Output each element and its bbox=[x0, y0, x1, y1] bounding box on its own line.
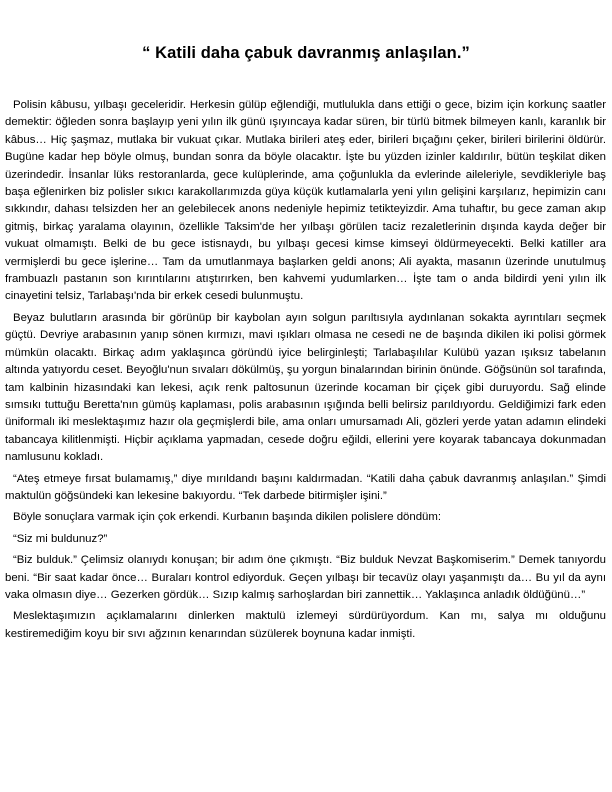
paragraph: Beyaz bulutların arasında bir görünüp bir kaybolan ayın solgun parıltısıyla aydınlanan sokakta ayrıntıları seçmek güçtü. Devriye arabasının yanıp sönen kırmızı, mavi ışıkları olmasa ne cesedi ne de başında dikilen iki polisi görmek mümkün olacaktı. Birkaç adım yaklaşınca göründü iyice belirginleşti; Tarlabaşılılar Kulübü yazan ışıksız tabelanın altında yatıyordu ceset. Beyoğlu'nun sıvaları dökülmüş, şu yorgun binalarından birinin önünde. Göğsünün sol tarafında, tam kalbinin hizasındaki kan lekesi, açık renk paltosunun üzerinde kocaman bir çiçek gibi duruyordu. Sağ elinde sımsıkı tuttuğu Beretta'nın gümüş kaplaması, polis arabasının ışığında belli belirsiz parıldıyordu. Geldiğimizi fark eden üniformalı iki meslektaşımız hazır ola geçmişlerdi bile, ama onları umursamadı Ali, gözleri yerde yatan adamın elindeki tabancaya kilitlenmişti. Hiçbir açıklama yapmadan, cesede doğru eğildi, ellerini yere koyarak tabancaya dokunmadan namlusunu kokladı. bbox=[5, 311, 606, 464]
paragraph: Böyle sonuçlara varmak için çok erkendi. Kurbanın başında dikilen polislere döndüm: bbox=[13, 511, 442, 524]
body-text bbox=[5, 97, 606, 647]
paragraph: “Ateş etmeye fırsat bulamamış,” diye mırıldandı başını kaldırmadan. “Katili daha çabuk davranmış anlaşılan.” Şimdi maktulün göğsündeki kan lekesine bakıyordu. “Tek darbede bitirmişler işini.” bbox=[5, 472, 606, 502]
paragraph: “Biz bulduk.” Çelimsiz olanıydı konuşan; bir adım öne çıkmıştı. “Biz bulduk Nevzat Başkomiserim.” Demek tanıyordu beni. “Bir saat kadar önce… Buraları kontrol ediyorduk. Geçen yılbaşı bir tecavüz olayı yaşanmıştı da… Bu yıl da aynı vaka olmasın diye… Gezerken gördük… Sızıp kalmış sarhoşlardan biri zannettik… Yaklaşınca anladık öldüğünü…” bbox=[5, 554, 606, 601]
page-title: “ Katili daha çabuk davranmış anlaşılan.” bbox=[142, 44, 470, 62]
paragraph: “Siz mi buldunuz?” bbox=[13, 532, 108, 545]
paragraph: Meslektaşımızın açıklamalarını dinlerken maktulü izlemeyi sürdürüyordum. Kan mı, salya mı olduğunu kestiremediğim koyu bir sıvı ağzının kenarından süzülerek boynuna kadar inmişti. bbox=[5, 610, 606, 640]
paragraph: Polisin kâbusu, yılbaşı geceleridir. Herkesin gülüp eğlendiği, mutlulukla dans ettiği o gece, bizim için korkunç saatler demektir: öğleden sonra başlayıp yeni yılın ilk günü ışıyıncaya kadar süren, bir türlü bitmek bilmeyen kanlı, karanlık bir kâbus… Hiç şaşmaz, mutlaka bir vukuat çıkar. Mutlaka birileri ateş eder, birileri bıçağını çeker, birileri birilerini öldürür. Bugüne kadar hep böyle olmuş, bundan sonra da böyle olacaktır. İşte bu yüzden izinler kaldırılır, bütün teşkilat diken üzerindedir. İnsanlar lüks restoranlarda, gece kulüplerinde, ama çoğunlukla da evlerinde aileleriyle, sevdikleriyle baş başa eğlenirken biz polisler sıkıcı karakollarımızda güya küçük kutlamalarla yeni yılın gelişini karşılarız, hepimizin canı sıkkındır, dahası telsizden her an gelebilecek anons nedeniyle hepimiz tetikteyizdir. Ama tuhaftır, bu gece zaman akıp gitmiş, birkaç yaralama olayının, özellikle Taksim'de her yılbaşı görülen taciz rezaletlerinin dışında kayda değer bir vukuat olmamıştı. Belki de bu gece istisnaydı, bu yılbaşı gecesi kimse kimseyi öldürmeyecekti. Belki katiller ara vermişlerdi bu gece işlerine… Tam da umutlanmaya başlarken geldi anons; Ali ayakta, masanın üzerinde unutulmuş frambuazlı pastanın son kırıntılarını atıştırırken, ben kahvemi yudumlarken… İşte tam o anda bildirdi yeni yılın ilk cinayetini telsiz, Tarlabaşı'nda bir erkek cesedi bulunmuştu. bbox=[5, 99, 606, 303]
